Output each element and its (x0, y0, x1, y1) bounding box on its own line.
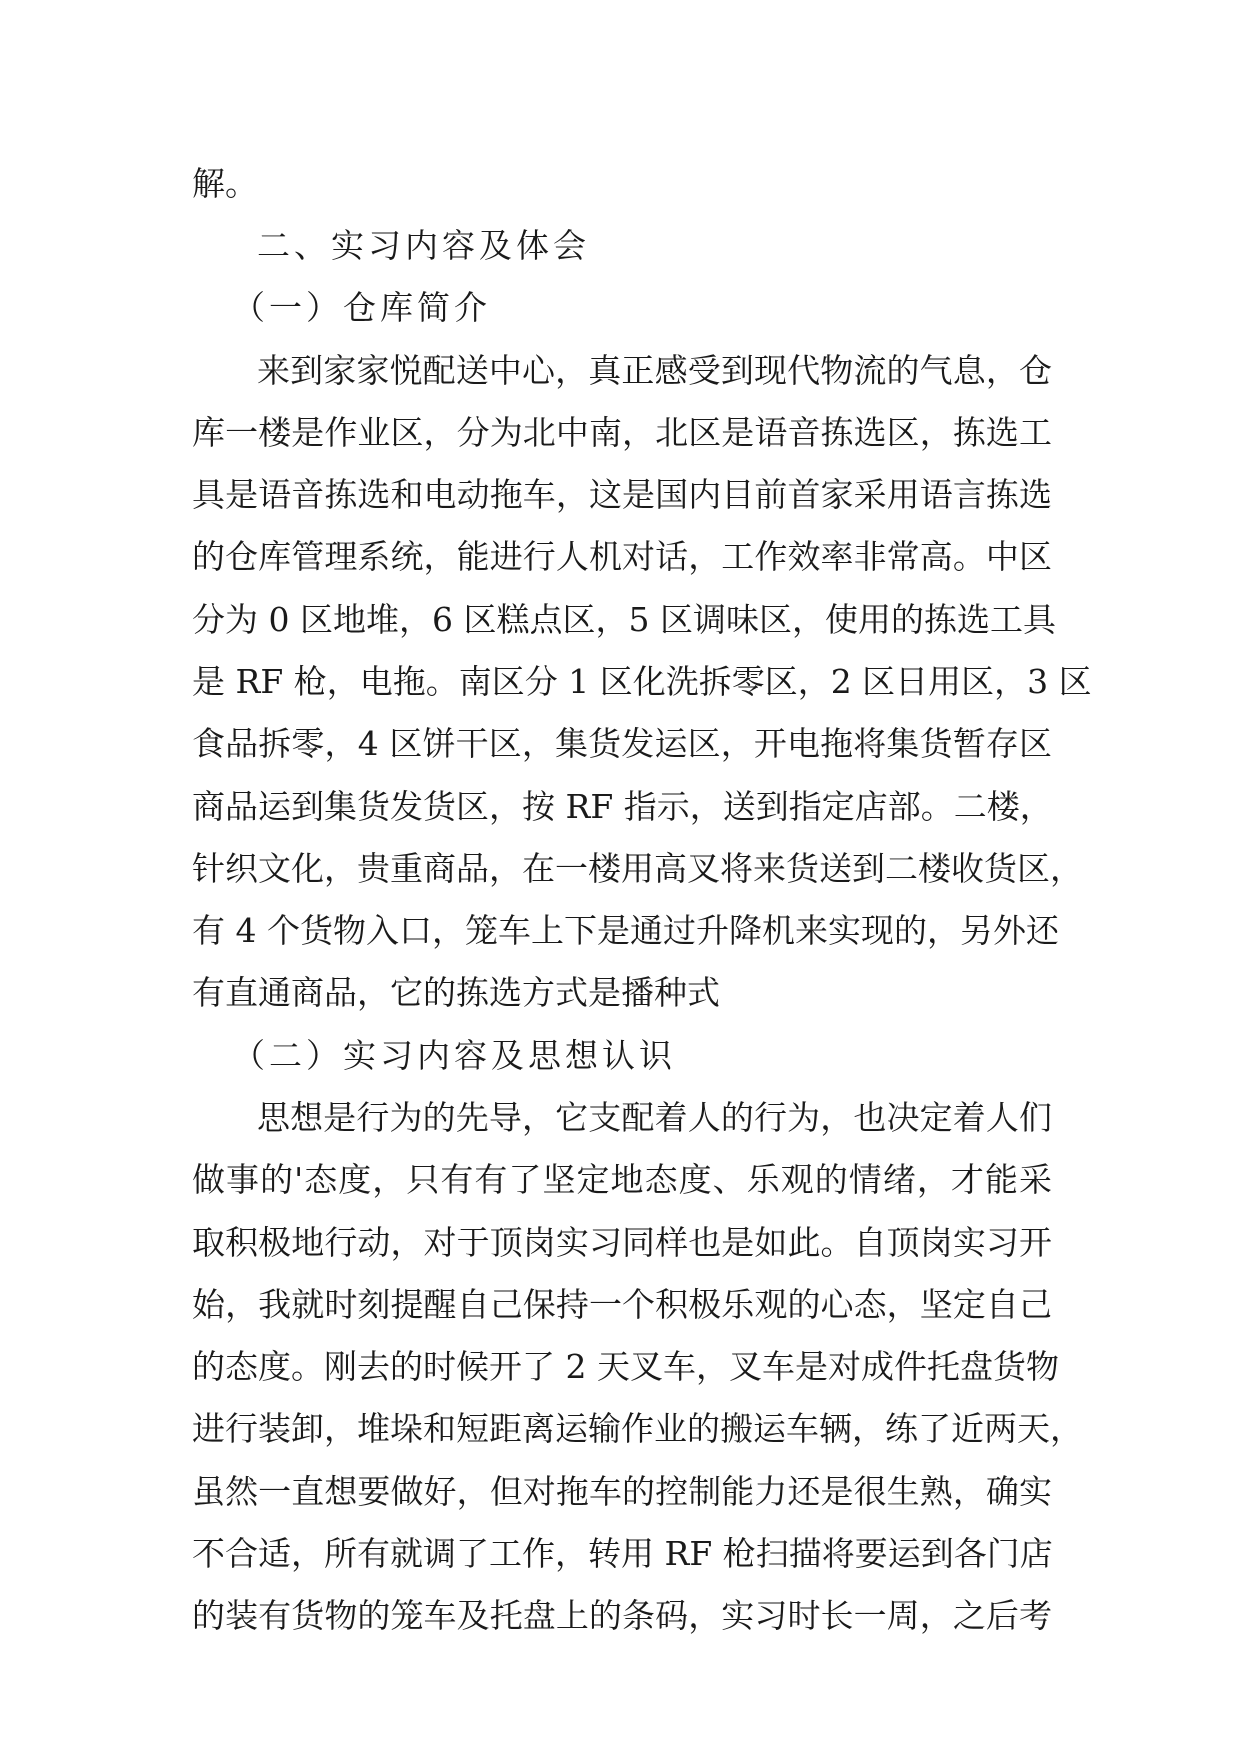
paragraph-line: 食品拆零，4 区饼干区，集货发运区，开电拖将集货暂存区 (192, 724, 1052, 763)
paragraph-line: 有直通商品，它的拣选方式是播种式 (192, 973, 720, 1012)
paragraph-line: 取积极地行动，对于顶岗实习同样也是如此。自顶岗实习开 (192, 1223, 1052, 1262)
section-heading: 二、实习内容及体会 (257, 226, 590, 265)
paragraph-line: 分为 0 区地堆，6 区糕点区，5 区调味区，使用的拣选工具 (192, 600, 1056, 639)
paragraph-line: 解。 (192, 164, 258, 203)
paragraph-line: 始，我就时刻提醒自己保持一个积极乐观的心态，坚定自己 (192, 1285, 1052, 1324)
paragraph-line: 商品运到集货发货区，按 RF 指示，送到指定店部。二楼， (192, 787, 1053, 826)
paragraph-line: 的仓库管理系统，能进行人机对话，工作效率非常高。中区 (192, 537, 1052, 576)
paragraph-line: 有 4 个货物入口，笼车上下是通过升降机来实现的，另外还 (192, 911, 1059, 950)
paragraph-line: 虽然一直想要做好，但对拖车的控制能力还是很生熟，确实 (192, 1472, 1052, 1511)
paragraph-line: 的态度。刚去的时候开了 2 天叉车，叉车是对成件托盘货物 (192, 1347, 1059, 1386)
paragraph-line: 做事的'态度，只有有了坚定地态度、乐观的情绪，才能采 (192, 1160, 1052, 1199)
paragraph-line: 的装有货物的笼车及托盘上的条码，实习时长一周，之后考 (192, 1596, 1052, 1635)
paragraph-line: 是 RF 枪，电拖。南区分 1 区化洗拆零区，2 区日用区，3 区 (192, 662, 1092, 701)
paragraph-line: 来到家家悦配送中心，真正感受到现代物流的气息，仓 (257, 351, 1052, 390)
paragraph-line: 进行装卸，堆垛和短距离运输作业的搬运车辆，练了近两天， (192, 1409, 1083, 1448)
subsection-heading: （一）仓库简介 (232, 288, 491, 327)
paragraph-line: 不合适，所有就调了工作，转用 RF 枪扫描将要运到各门店 (192, 1534, 1053, 1573)
paragraph-line: 针织文化，贵重商品，在一楼用高叉将来货送到二楼收货区， (192, 849, 1083, 888)
subsection-heading: （二）实习内容及思想认识 (232, 1036, 676, 1075)
paragraph-line: 库一楼是作业区，分为北中南，北区是语音拣选区，拣选工 (192, 413, 1052, 452)
paragraph-line: 具是语音拣选和电动拖车，这是国内目前首家采用语言拣选 (192, 475, 1052, 514)
paragraph-line: 思想是行为的先导，它支配着人的行为，也决定着人们 (257, 1098, 1052, 1137)
